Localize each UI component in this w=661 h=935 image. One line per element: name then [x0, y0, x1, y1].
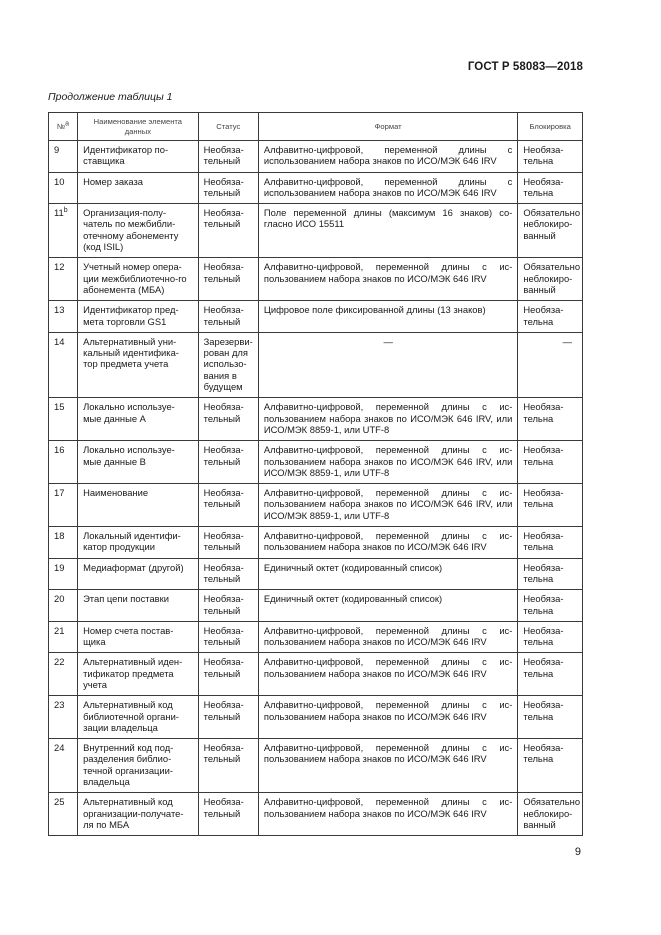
cell-block: Необяза-тельна: [518, 696, 583, 739]
cell-no: 18: [49, 527, 78, 559]
table-caption: Продолжение таблицы 1: [48, 91, 173, 103]
cell-status: Необяза-тельный: [198, 793, 258, 836]
cell-name: Номер заказа: [78, 172, 199, 204]
cell-format: Алфавитно-цифровой, переменной длины с ис-пользованием набора знаков по ИСО/МЭК 646 IRV, или ИСО/МЭК 8859-1, или UTF-8: [258, 398, 517, 441]
cell-status: Необяза-тельный: [198, 258, 258, 301]
cell-block: —: [518, 332, 583, 397]
cell-name: Альтернативный код библиотечной органи-зации владельца: [78, 696, 199, 739]
column-header-format: Формат: [258, 113, 517, 141]
cell-no: 10: [49, 172, 78, 204]
cell-no: 25: [49, 793, 78, 836]
cell-block: Необяза-тельна: [518, 621, 583, 653]
column-header-block: Блокировка: [518, 113, 583, 141]
column-header-status: Статус: [198, 113, 258, 141]
cell-status: Необяза-тельный: [198, 621, 258, 653]
cell-name: Идентификатор пред-мета торговли GS1: [78, 301, 199, 333]
cell-status: Необяза-тельный: [198, 696, 258, 739]
cell-no: 23: [49, 696, 78, 739]
cell-no: 24: [49, 739, 78, 793]
cell-name: Организация-полу-чатель по межбибли-отечному абонементу (код ISIL): [78, 204, 199, 258]
cell-format: Цифровое поле фиксированной длины (13 знаков): [258, 301, 517, 333]
cell-format: Поле переменной длины (максимум 16 знаков) со-гласно ИСО 15511: [258, 204, 517, 258]
cell-block: Обязательно неблокиро-ванный: [518, 793, 583, 836]
cell-name: Учетный номер опера-ции межбиблиотечно-го абонемента (МБА): [78, 258, 199, 301]
table-row: [49, 558, 583, 590]
table-row: [49, 739, 583, 793]
cell-format: —: [258, 332, 517, 397]
cell-no: 22: [49, 653, 78, 696]
table-row: [49, 793, 583, 836]
cell-no: 15: [49, 398, 78, 441]
cell-status: Необяза-тельный: [198, 558, 258, 590]
column-header-name: Наименование элемента данных: [78, 113, 199, 141]
table-row: [49, 441, 583, 484]
cell-status: Необяза-тельный: [198, 172, 258, 204]
cell-no: 16: [49, 441, 78, 484]
cell-status: Необяза-тельный: [198, 484, 258, 527]
cell-no: 13: [49, 301, 78, 333]
data-elements-table: [48, 112, 583, 836]
cell-block: Необяза-тельна: [518, 739, 583, 793]
cell-name: Наименование: [78, 484, 199, 527]
table-row: [49, 484, 583, 527]
cell-status: Необяза-тельный: [198, 398, 258, 441]
cell-name: Локально используе-мые данные А: [78, 398, 199, 441]
cell-format: Единичный октет (кодированный список): [258, 590, 517, 622]
cell-block: Необяза-тельна: [518, 590, 583, 622]
cell-name: Номер счета постав-щика: [78, 621, 199, 653]
table-row: [49, 172, 583, 204]
cell-name: Локальный идентифи-катор продукции: [78, 527, 199, 559]
cell-no: 19: [49, 558, 78, 590]
cell-format: Единичный октет (кодированный список): [258, 558, 517, 590]
table-row: [49, 653, 583, 696]
cell-format: Алфавитно-цифровой, переменной длины с ис-пользованием набора знаков по ИСО/МЭК 646 IRV, или ИСО/МЭК 8859-1, или UTF-8: [258, 441, 517, 484]
table-row: [49, 332, 583, 397]
cell-status: Необяза-тельный: [198, 141, 258, 173]
cell-status: Необяза-тельный: [198, 739, 258, 793]
cell-block: Необяза-тельна: [518, 141, 583, 173]
cell-block: Необяза-тельна: [518, 301, 583, 333]
cell-format: Алфавитно-цифровой, переменной длины с ис-пользованием набора знаков по ИСО/МЭК 646 IRV: [258, 739, 517, 793]
cell-block: Необяза-тельна: [518, 653, 583, 696]
cell-status: Необяза-тельный: [198, 301, 258, 333]
cell-name: Альтернативный уни-кальный идентифика-тор предмета учета: [78, 332, 199, 397]
table-row: [49, 621, 583, 653]
cell-format: Алфавитно-цифровой, переменной длины с ис-пользованием набора знаков по ИСО/МЭК 646 IRV: [258, 621, 517, 653]
footnote-marker: b: [63, 207, 68, 215]
cell-name: Внутренний код под-разделения библио-течной организации-владельца: [78, 739, 199, 793]
cell-block: Необяза-тельна: [518, 172, 583, 204]
cell-format: Алфавитно-цифровой, переменной длины с ис-пользованием набора знаков по ИСО/МЭК 646 IRV: [258, 258, 517, 301]
cell-no: 20: [49, 590, 78, 622]
cell-block: Необяза-тельна: [518, 527, 583, 559]
cell-no: 12: [49, 258, 78, 301]
cell-status: Зарезерви-рован для использо-вания в будущем: [198, 332, 258, 397]
cell-format: Алфавитно-цифровой, переменной длины с ис-пользованием набора знаков по ИСО/МЭК 646 IRV: [258, 696, 517, 739]
cell-block: Обязательно неблокиро-ванный: [518, 204, 583, 258]
cell-name: Идентификатор по-ставщика: [78, 141, 199, 173]
cell-status: Необяза-тельный: [198, 590, 258, 622]
table-row: [49, 204, 583, 258]
cell-format: Алфавитно-цифровой, переменной длины с ис-пользованием набора знаков по ИСО/МЭК 646 IRV: [258, 653, 517, 696]
cell-format: Алфавитно-цифровой, переменной длины с ис-пользованием набора знаков по ИСО/МЭК 646 IRV, или ИСО/МЭК 8859-1, или UTF-8: [258, 484, 517, 527]
table-row: [49, 141, 583, 173]
cell-status: Необяза-тельный: [198, 441, 258, 484]
table-row: [49, 398, 583, 441]
cell-block: Обязательно неблокиро-ванный: [518, 258, 583, 301]
cell-status: Необяза-тельный: [198, 204, 258, 258]
cell-format: Алфавитно-цифровой, переменной длины с использованием набора знаков по ИСО/МЭК 646 IRV: [258, 141, 517, 173]
cell-name: Локально используе-мые данные В: [78, 441, 199, 484]
table-row: [49, 301, 583, 333]
cell-block: Необяза-тельна: [518, 398, 583, 441]
cell-no: 9: [49, 141, 78, 173]
cell-block: Необяза-тельна: [518, 484, 583, 527]
cell-block: Необяза-тельна: [518, 558, 583, 590]
table-row: [49, 258, 583, 301]
cell-status: Необяза-тельный: [198, 653, 258, 696]
cell-name: Этап цепи поставки: [78, 590, 199, 622]
cell-name: Альтернативный код организации-получате-ля по МБА: [78, 793, 199, 836]
cell-format: Алфавитно-цифровой, переменной длины с ис-пользованием набора знаков по ИСО/МЭК 646 IRV: [258, 793, 517, 836]
cell-no: 21: [49, 621, 78, 653]
table-row: [49, 696, 583, 739]
page-number: 9: [574, 846, 581, 858]
cell-no: 17: [49, 484, 78, 527]
cell-format: Алфавитно-цифровой, переменной длины с использованием набора знаков по ИСО/МЭК 646 IRV: [258, 172, 517, 204]
cell-format: Алфавитно-цифровой, переменной длины с ис-пользованием набора знаков по ИСО/МЭК 646 IRV: [258, 527, 517, 559]
column-header-no: №$^а$: [49, 113, 78, 141]
cell-no: 11$^b$: [49, 204, 78, 258]
cell-block: Необяза-тельна: [518, 441, 583, 484]
cell-name: Альтернативный иден-тификатор предмета учета: [78, 653, 199, 696]
cell-name: Медиаформат (другой): [78, 558, 199, 590]
cell-no: 14: [49, 332, 78, 397]
cell-status: Необяза-тельный: [198, 527, 258, 559]
table-row: [49, 527, 583, 559]
table-row: [49, 590, 583, 622]
table-header-row: [49, 113, 583, 141]
document-standard-id: ГОСТ Р 58083—2018: [467, 61, 583, 73]
